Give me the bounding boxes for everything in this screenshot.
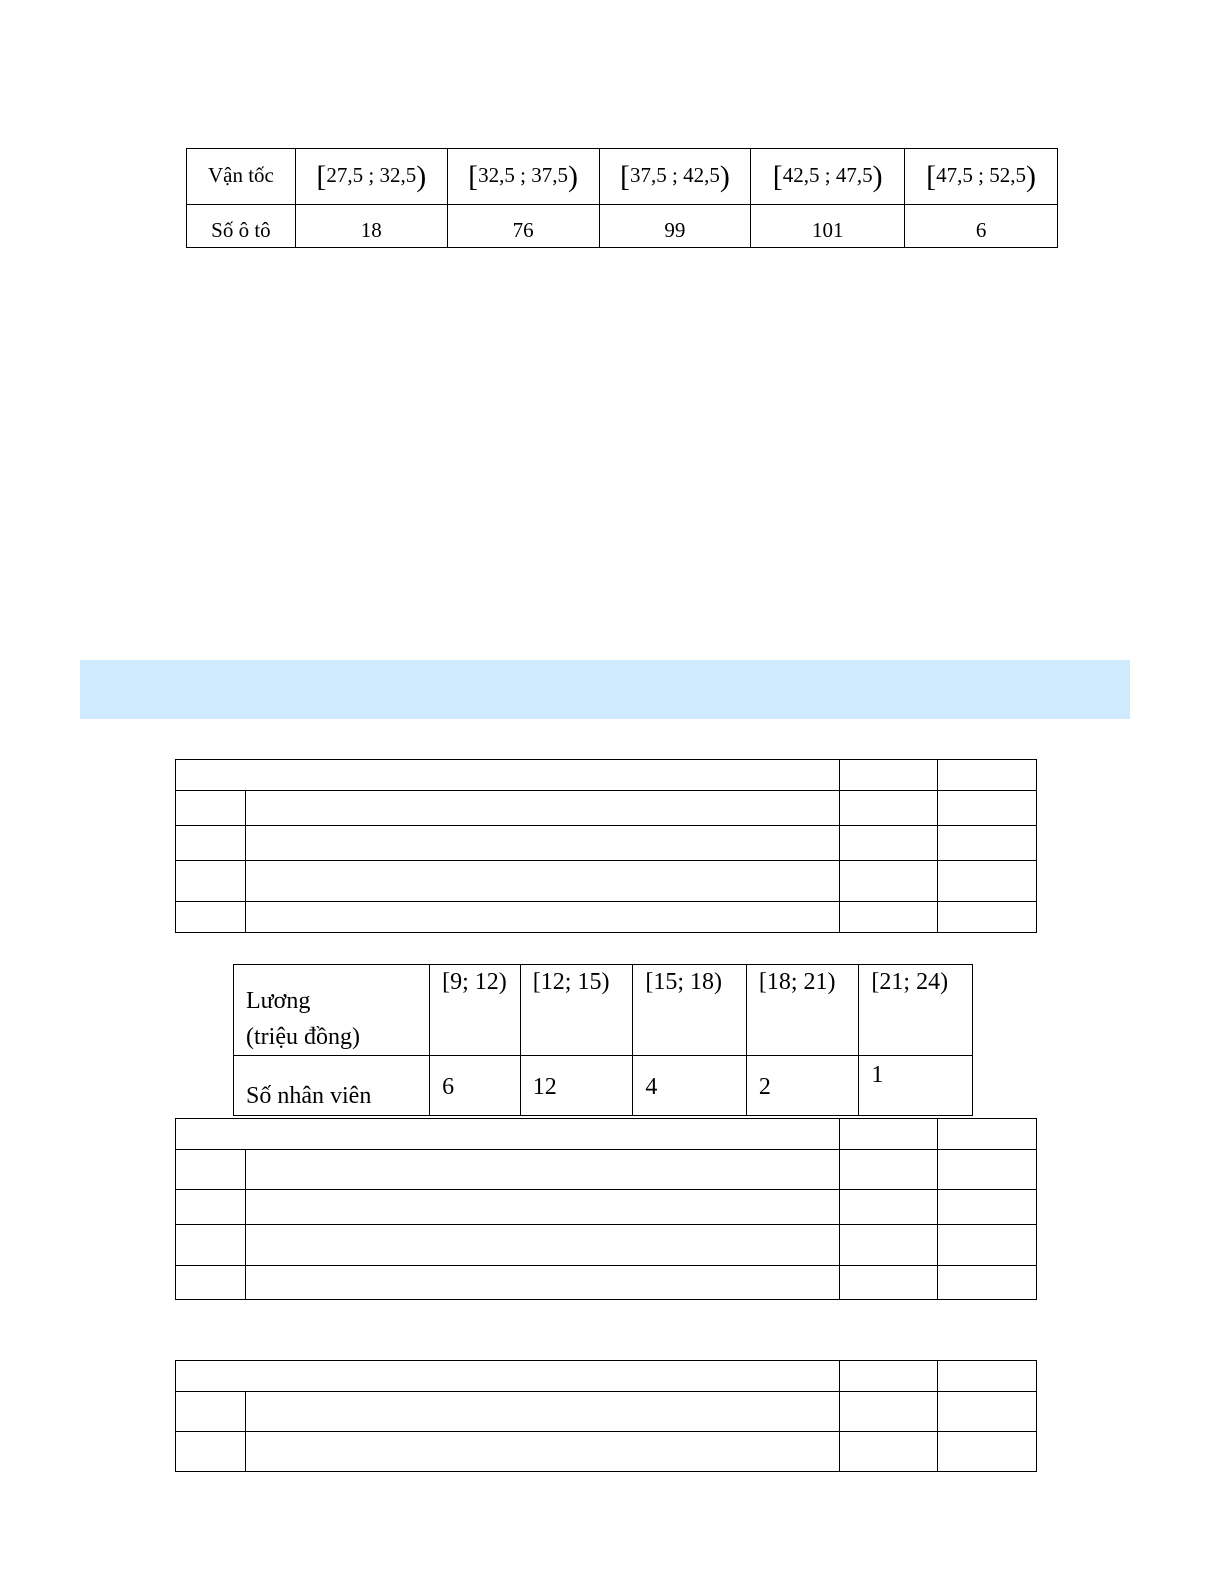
grid-cell xyxy=(938,1432,1037,1472)
answer-grid-2 xyxy=(175,1118,1037,1300)
speed-count-cell: 99 xyxy=(599,205,751,248)
grid-cell xyxy=(839,1190,938,1225)
speed-interval-cell: [37,5 ; 42,5) xyxy=(599,149,751,205)
grid-cell xyxy=(245,861,839,902)
grid-cell xyxy=(245,826,839,861)
speed-interval-cell: [32,5 ; 37,5) xyxy=(447,149,599,205)
salary-count-row xyxy=(234,1056,973,1116)
grid-cell xyxy=(176,861,246,902)
salary-interval-row xyxy=(234,965,973,1056)
salary-count-cell: 1 xyxy=(859,1056,973,1116)
grid-cell xyxy=(245,1266,839,1300)
grid-cell xyxy=(176,1190,246,1225)
grid-cell xyxy=(839,1150,938,1190)
grid-cell xyxy=(938,1392,1037,1432)
grid-cell xyxy=(839,1432,938,1472)
grid-header-row xyxy=(176,1119,1037,1150)
section-banner xyxy=(80,660,1130,719)
grid-row xyxy=(176,902,1037,933)
grid-cell xyxy=(176,760,840,791)
grid-header-row xyxy=(176,760,1037,791)
salary-interval-cell: [15; 18) xyxy=(633,965,747,1056)
speed-count-label: Số ô tô xyxy=(187,205,296,248)
grid-cell xyxy=(839,1361,938,1392)
salary-count-label: Số nhân viên xyxy=(234,1056,430,1116)
grid-row xyxy=(176,1225,1037,1266)
grid-row xyxy=(176,1266,1037,1300)
grid-cell xyxy=(245,791,839,826)
salary-frequency-table xyxy=(233,964,973,1116)
grid-row xyxy=(176,1150,1037,1190)
salary-interval-cell: [18; 21) xyxy=(746,965,859,1056)
salary-interval-cell: [12; 15) xyxy=(520,965,633,1056)
grid-row xyxy=(176,791,1037,826)
speed-count-cell: 101 xyxy=(751,205,905,248)
grid-cell xyxy=(176,1392,246,1432)
grid-row xyxy=(176,861,1037,902)
grid-cell xyxy=(176,791,246,826)
grid-cell xyxy=(176,826,246,861)
salary-interval-cell: [21; 24) xyxy=(859,965,973,1056)
salary-count-cell: 2 xyxy=(746,1056,859,1116)
salary-header-label: Lương (triệu đồng) xyxy=(234,965,430,1056)
grid-cell xyxy=(839,1119,938,1150)
speed-interval-row xyxy=(187,149,1058,205)
grid-cell xyxy=(176,1119,840,1150)
speed-count-cell: 18 xyxy=(295,205,447,248)
grid-cell xyxy=(176,902,246,933)
grid-row xyxy=(176,1392,1037,1432)
grid-cell xyxy=(839,861,938,902)
speed-count-cell: 76 xyxy=(447,205,599,248)
grid-cell xyxy=(839,826,938,861)
grid-header-row xyxy=(176,1361,1037,1392)
grid-cell xyxy=(245,1432,839,1472)
grid-cell xyxy=(938,760,1037,791)
grid-cell xyxy=(245,1225,839,1266)
grid-cell xyxy=(245,1190,839,1225)
grid-cell xyxy=(938,861,1037,902)
grid-cell xyxy=(938,1225,1037,1266)
speed-count-cell: 6 xyxy=(905,205,1058,248)
grid-cell xyxy=(938,902,1037,933)
grid-cell xyxy=(245,1150,839,1190)
salary-count-cell: 12 xyxy=(520,1056,633,1116)
answer-grid-3 xyxy=(175,1360,1037,1472)
grid-cell xyxy=(839,1392,938,1432)
salary-count-cell: 4 xyxy=(633,1056,747,1116)
speed-header-label: Vận tốc xyxy=(187,149,296,205)
grid-row xyxy=(176,1432,1037,1472)
grid-cell xyxy=(839,760,938,791)
grid-cell xyxy=(176,1225,246,1266)
salary-interval-cell: [9; 12) xyxy=(430,965,521,1056)
grid-cell xyxy=(839,791,938,826)
speed-interval-cell: [47,5 ; 52,5) xyxy=(905,149,1058,205)
answer-grid-1 xyxy=(175,759,1037,933)
grid-cell xyxy=(839,1225,938,1266)
grid-cell xyxy=(176,1432,246,1472)
grid-cell xyxy=(938,791,1037,826)
grid-cell xyxy=(938,1190,1037,1225)
grid-cell xyxy=(938,1361,1037,1392)
grid-cell xyxy=(839,902,938,933)
speed-frequency-table xyxy=(186,148,1058,248)
grid-cell xyxy=(245,902,839,933)
grid-cell xyxy=(938,1266,1037,1300)
grid-cell xyxy=(938,826,1037,861)
grid-cell xyxy=(176,1150,246,1190)
grid-cell xyxy=(176,1361,840,1392)
speed-interval-cell: [27,5 ; 32,5) xyxy=(295,149,447,205)
grid-cell xyxy=(938,1150,1037,1190)
salary-count-cell: 6 xyxy=(430,1056,521,1116)
grid-cell xyxy=(176,1266,246,1300)
grid-cell xyxy=(938,1119,1037,1150)
speed-count-row xyxy=(187,205,1058,248)
grid-row xyxy=(176,1190,1037,1225)
speed-interval-cell: [42,5 ; 47,5) xyxy=(751,149,905,205)
grid-cell xyxy=(245,1392,839,1432)
grid-cell xyxy=(839,1266,938,1300)
grid-row xyxy=(176,826,1037,861)
